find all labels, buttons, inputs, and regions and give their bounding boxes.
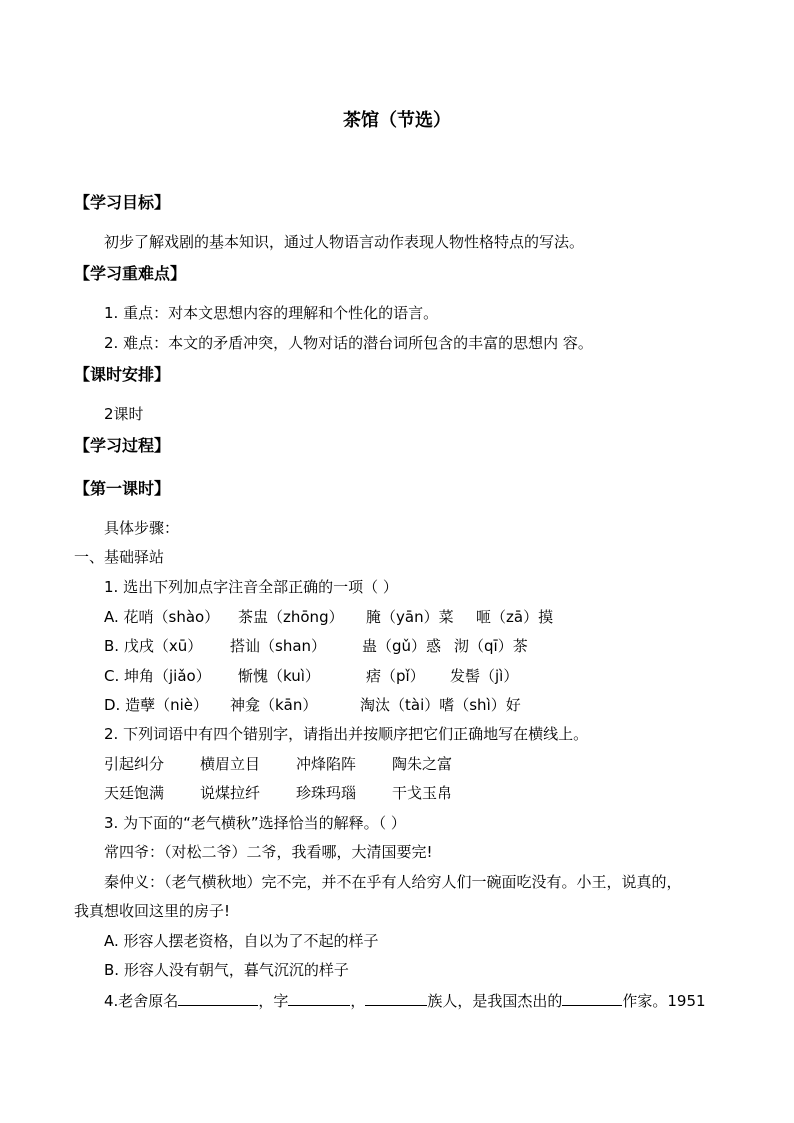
question-3: 3. 为下面的“老气横秋”选择恰当的解释。（ ） — [104, 814, 406, 832]
q1-option-c: C. 坤角（jiǎo） 惭愧（kuì） 痞（pǐ） 发髻（jì） — [104, 667, 519, 685]
answer-blank[interactable] — [178, 990, 258, 1006]
steps-label: 具体步骤： — [104, 519, 180, 537]
q2-words-row-1: 引起纠分 横眉立目 冲烽陷阵 陶朱之富 — [104, 755, 453, 773]
key-point-2: 2. 难点：本文的矛盾冲突，人物对话的潜台词所包含的丰富的思想内 容。 — [104, 334, 593, 352]
answer-blank[interactable] — [562, 990, 622, 1006]
q3-dialogue-line-3: 我真想收回这里的房子! — [74, 902, 231, 920]
q1-option-b: B. 戊戌（xū） 搭讪（shan） 蛊（gǔ）惑 沏（qī）茶 — [104, 637, 528, 655]
section-heading-goals: 【学习目标】 — [74, 193, 171, 212]
key-point-1: 1. 重点：对本文思想内容的理解和个性化的语言。 — [104, 304, 439, 322]
goal-text: 初步了解戏剧的基本知识，通过人物语言动作表现人物性格特点的写法。 — [104, 233, 585, 251]
question-4: 4.老舍原名 ，字 ， 族人，是我国杰出的 作家。1951 — [104, 992, 706, 1010]
q3-dialogue-line-2: 秦仲义：（老气横秋地）完不完，并不在乎有人给穷人们一碗面吃没有。小王，说真的， — [104, 873, 682, 891]
section-heading-schedule: 【课时安排】 — [74, 365, 171, 384]
answer-blank[interactable] — [288, 990, 350, 1006]
question-2: 2. 下列词语中有四个错别字，请指出并按顺序把它们正确地写在横线上。 — [104, 725, 589, 743]
page-title: 茶馆（节选） — [343, 110, 451, 131]
q3-dialogue-line-1: 常四爷：（对松二爷）二爷，我看哪，大清国要完! — [104, 843, 433, 861]
part-heading: 一、基础驿站 — [74, 548, 165, 566]
section-heading-process: 【学习过程】 — [74, 436, 171, 455]
answer-blank[interactable] — [365, 990, 427, 1006]
question-1: 1. 选出下列加点字注音全部正确的一项（ ） — [104, 578, 398, 596]
q2-words-row-2: 天廷饱满 说煤拉纤 珍珠玛瑙 干戈玉帛 — [104, 784, 453, 802]
q1-option-a: A. 花哨（shào） 茶盅（zhōng） 腌（yān）菜 咂（zā）摸 — [104, 608, 554, 626]
section-heading-key-points: 【学习重难点】 — [74, 264, 187, 283]
section-heading-first-lesson: 【第一课时】 — [74, 479, 171, 498]
schedule-text: 2课时 — [104, 405, 144, 423]
q3-option-a: A. 形容人摆老资格，自以为了不起的样子 — [104, 932, 379, 950]
q3-option-b: B. 形容人没有朝气，暮气沉沉的样子 — [104, 961, 349, 979]
q1-option-d: D. 造孽（niè） 神龛（kān） 淘汰（tài）嗜（shì）好 — [104, 696, 521, 714]
